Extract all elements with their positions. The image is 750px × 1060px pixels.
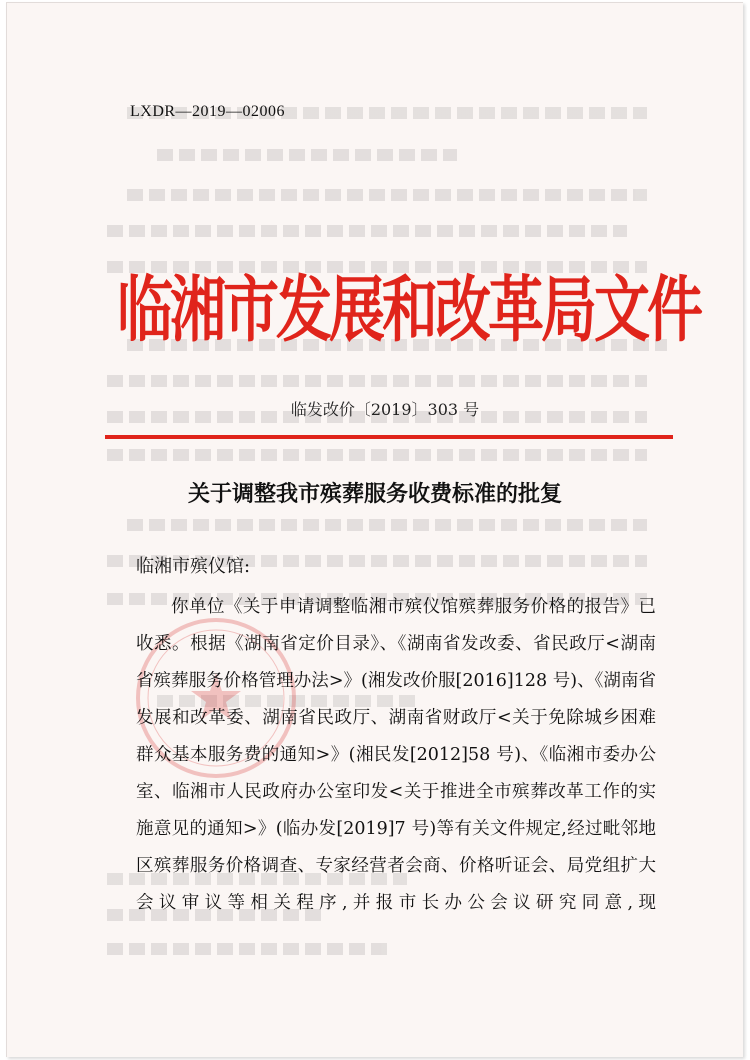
document-title: 关于调整我市殡葬服务收费标准的批复 [187,481,562,507]
document-number: 临发改价〔2019〕303 号 [290,400,480,419]
body-text [136,589,656,922]
document-page [6,2,743,1057]
recipient-line: 临湘市殡仪馆: [136,556,251,577]
document-code: LXDR—2019—02006 [130,103,286,120]
red-divider-rule [105,435,673,439]
body-paragraph: 你单位《关于申请调整临湘市殡仪馆殡葬服务价格的报告》已收悉。根据《湖南省定价目录》、《湖南省发改委、省民政厅<湖南省殡葬服务价格管理办法>》(湘发改价服[2016]128 号)、《湖南省发展和改革委、湖南省民政厅、湖南省财政厅<关于免除城乡困难群众基本服务费的通知>》(湘民发[2012]58 号)、《临湘市委办公室、临湘市人民政府办公室印发<关于推进全市殡葬改革工作的实施意见的通知>》(临办发[2019]7 号)等有关文件规定,经过毗邻地区殡葬服务价格调查、专家经营者会商、价格听证会、局党组扩大会议审议等相关程序,并报市长办公会议研究同意,现 [136,597,656,913]
document-masthead: 临湘市发展和改革局文件 [117,267,700,353]
